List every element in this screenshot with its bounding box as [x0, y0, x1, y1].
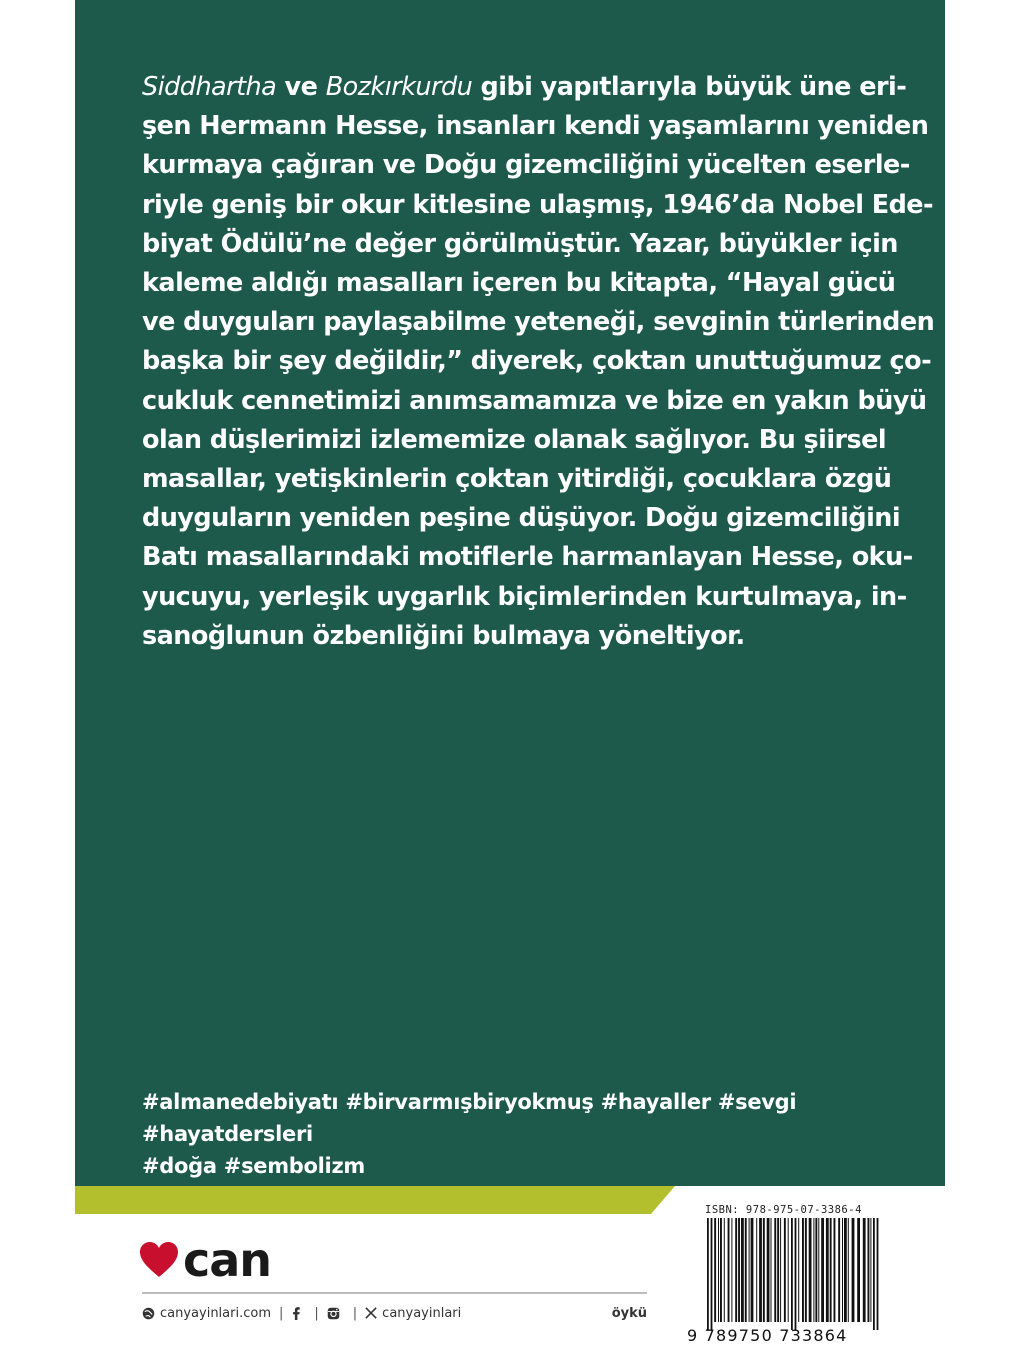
- blurb-text-run: duyguların yeniden peşine düşüyor. Doğu gizemciliğini: [142, 503, 901, 534]
- publisher-footer: [142, 1302, 647, 1324]
- barcode-bar: [868, 1218, 870, 1322]
- barcode-bar: [777, 1218, 779, 1322]
- blurb-text-run: gibi yapıtlarıyla büyük üne eri-: [472, 72, 907, 102]
- barcode-bar: [767, 1218, 770, 1322]
- barcode-bar: [818, 1218, 819, 1322]
- footer-divider: [142, 1292, 647, 1294]
- barcode-bar: [826, 1218, 829, 1322]
- barcode-bar: [774, 1218, 776, 1322]
- barcode-bar: [714, 1218, 716, 1322]
- barcode-bar: [838, 1218, 840, 1322]
- blurb-line: [142, 617, 842, 656]
- lime-stripe: [75, 1186, 675, 1214]
- barcode-digits: 9 789750 733864: [687, 1326, 848, 1345]
- separator: |: [352, 1305, 358, 1321]
- hashtags-line-2: #doğa #sembolizm: [142, 1154, 365, 1178]
- x-icon[interactable]: [365, 1307, 377, 1319]
- barcode-bar: [863, 1218, 866, 1322]
- barcode-bar: [735, 1218, 737, 1322]
- blurb-text-run: riyle geniş bir okur kitlesine ulaşmış, 1946’da Nobel Ede-: [142, 189, 934, 220]
- barcode-bar: [780, 1218, 781, 1322]
- barcode-bar: [788, 1218, 789, 1322]
- blurb-text-run: biyat Ödülü’ne değer görülmüştür. Yazar, büyükler için: [142, 228, 898, 259]
- barcode-bar: [795, 1218, 797, 1330]
- blurb-text-run: başka bir şey değildir,” diyerek, çoktan unuttuğumuz ço-: [142, 346, 932, 377]
- barcode-bar: [844, 1218, 847, 1322]
- hashtags-line-1: #almanedebiyatı #birvarmışbiryokmuş #hayaller #sevgi #hayatdersleri: [142, 1090, 797, 1146]
- blurb-text-run: yucuyu, yerleşik uygarlık biçimlerinden kurtulmaya, in-: [142, 581, 907, 612]
- barcode-bar: [724, 1218, 725, 1322]
- blurb-line: [142, 460, 892, 499]
- blurb-line: [142, 578, 907, 617]
- barcode-bar: [802, 1218, 804, 1322]
- barcode-bar: [805, 1218, 807, 1322]
- blurb-text-run: masallar, yetişkinlerin çoktan yitirdiği, çocuklara özgü: [142, 464, 892, 495]
- blurb-line: [142, 146, 910, 185]
- barcode-bar: [848, 1218, 849, 1322]
- barcode-bar: [815, 1218, 817, 1322]
- barcode-bar: [720, 1218, 722, 1322]
- barcode-bar: [813, 1218, 814, 1322]
- barcode-bar: [759, 1218, 762, 1322]
- blurb-text-run: cukluk cennetimizi anımsamamıza ve bize en yakın büyü: [142, 385, 927, 416]
- barcode-bar: [738, 1218, 740, 1322]
- blurb-text-run: ve duyguları paylaşabilme yeteneği, sevginin türlerinden: [142, 307, 935, 338]
- hashtags: [142, 1086, 842, 1182]
- blurb-line: [142, 382, 927, 421]
- barcode-bar: [873, 1218, 875, 1330]
- publisher-logo: [139, 1233, 272, 1287]
- blurb-line: [142, 264, 896, 303]
- barcode-bar: [877, 1218, 879, 1330]
- back-cover: [75, 0, 945, 1360]
- blurb-line: [142, 421, 887, 460]
- barcode-bar: [784, 1218, 786, 1322]
- blurb-text-run: sanoğlunun özbenliğini bulmaya yöneltiyor.: [142, 620, 745, 651]
- cover-green-panel: [75, 0, 945, 1186]
- blurb-line: [142, 303, 935, 342]
- blurb-italic-title: Siddhartha: [142, 72, 277, 102]
- website-link[interactable]: canyayinlari.com: [160, 1305, 271, 1321]
- instagram-icon[interactable]: [327, 1307, 340, 1320]
- heart-icon: [139, 1241, 179, 1279]
- blurb-text-run: olan düşlerimizi izlememize olanak sağlıyor. Bu şiirsel: [142, 424, 887, 455]
- blurb-text: [142, 68, 935, 656]
- blurb-line: [142, 68, 907, 107]
- barcode-bar: [728, 1218, 730, 1322]
- barcode-bar: [852, 1218, 855, 1322]
- barcode-bar: [870, 1218, 871, 1322]
- barcode-bar: [857, 1218, 860, 1322]
- barcode-bar: [821, 1218, 824, 1322]
- globe-icon: [142, 1307, 155, 1320]
- barcode-bar: [830, 1218, 832, 1322]
- barcode-bar: [745, 1218, 747, 1322]
- blurb-line: [142, 342, 932, 381]
- barcode-bar: [763, 1218, 765, 1322]
- genre-label: öykü: [611, 1305, 647, 1321]
- barcode-bar: [707, 1218, 709, 1330]
- barcode-bar: [842, 1218, 843, 1322]
- blurb-line: [142, 107, 929, 146]
- blurb-text-run: Batı masallarındaki motiflerle harmanlayan Hesse, oku-: [142, 542, 913, 573]
- barcode-bar: [771, 1218, 772, 1322]
- social-handle[interactable]: canyayinlari: [382, 1305, 462, 1321]
- blurb-line: [142, 538, 913, 577]
- blurb-line: [142, 225, 898, 264]
- blurb-text-run: şen Hermann Hesse, insanları kendi yaşamlarını yeniden: [142, 111, 929, 142]
- separator: |: [279, 1305, 284, 1321]
- barcode-bar: [834, 1218, 836, 1322]
- blurb-line: [142, 186, 934, 225]
- barcode-bar: [791, 1218, 793, 1330]
- blurb-text-run: kurmaya çağıran ve Doğu gizemciliğini yücelten eserle-: [142, 150, 910, 181]
- logo-text: can: [183, 1233, 272, 1287]
- barcode: [705, 1218, 881, 1330]
- blurb-italic-title: Bozkırkurdu: [325, 72, 473, 102]
- blurb-line: [142, 499, 901, 538]
- barcode-bar: [711, 1218, 713, 1330]
- barcode-bar: [731, 1218, 732, 1322]
- barcode-bar: [751, 1218, 754, 1322]
- barcode-bar: [718, 1218, 719, 1322]
- isbn-label: ISBN: 978-975-07-3386-4: [705, 1204, 862, 1216]
- separator: |: [314, 1305, 319, 1321]
- blurb-text-run: kaleme aldığı masalları içeren bu kitapta, “Hayal gücü: [142, 268, 896, 299]
- barcode-bar: [749, 1218, 750, 1322]
- facebook-icon[interactable]: [291, 1307, 301, 1320]
- barcode-bar: [809, 1218, 812, 1322]
- barcode-bar: [756, 1218, 757, 1322]
- barcode-bar: [741, 1218, 744, 1322]
- blurb-text-run: ve: [276, 72, 326, 102]
- barcode-bar: [798, 1218, 799, 1322]
